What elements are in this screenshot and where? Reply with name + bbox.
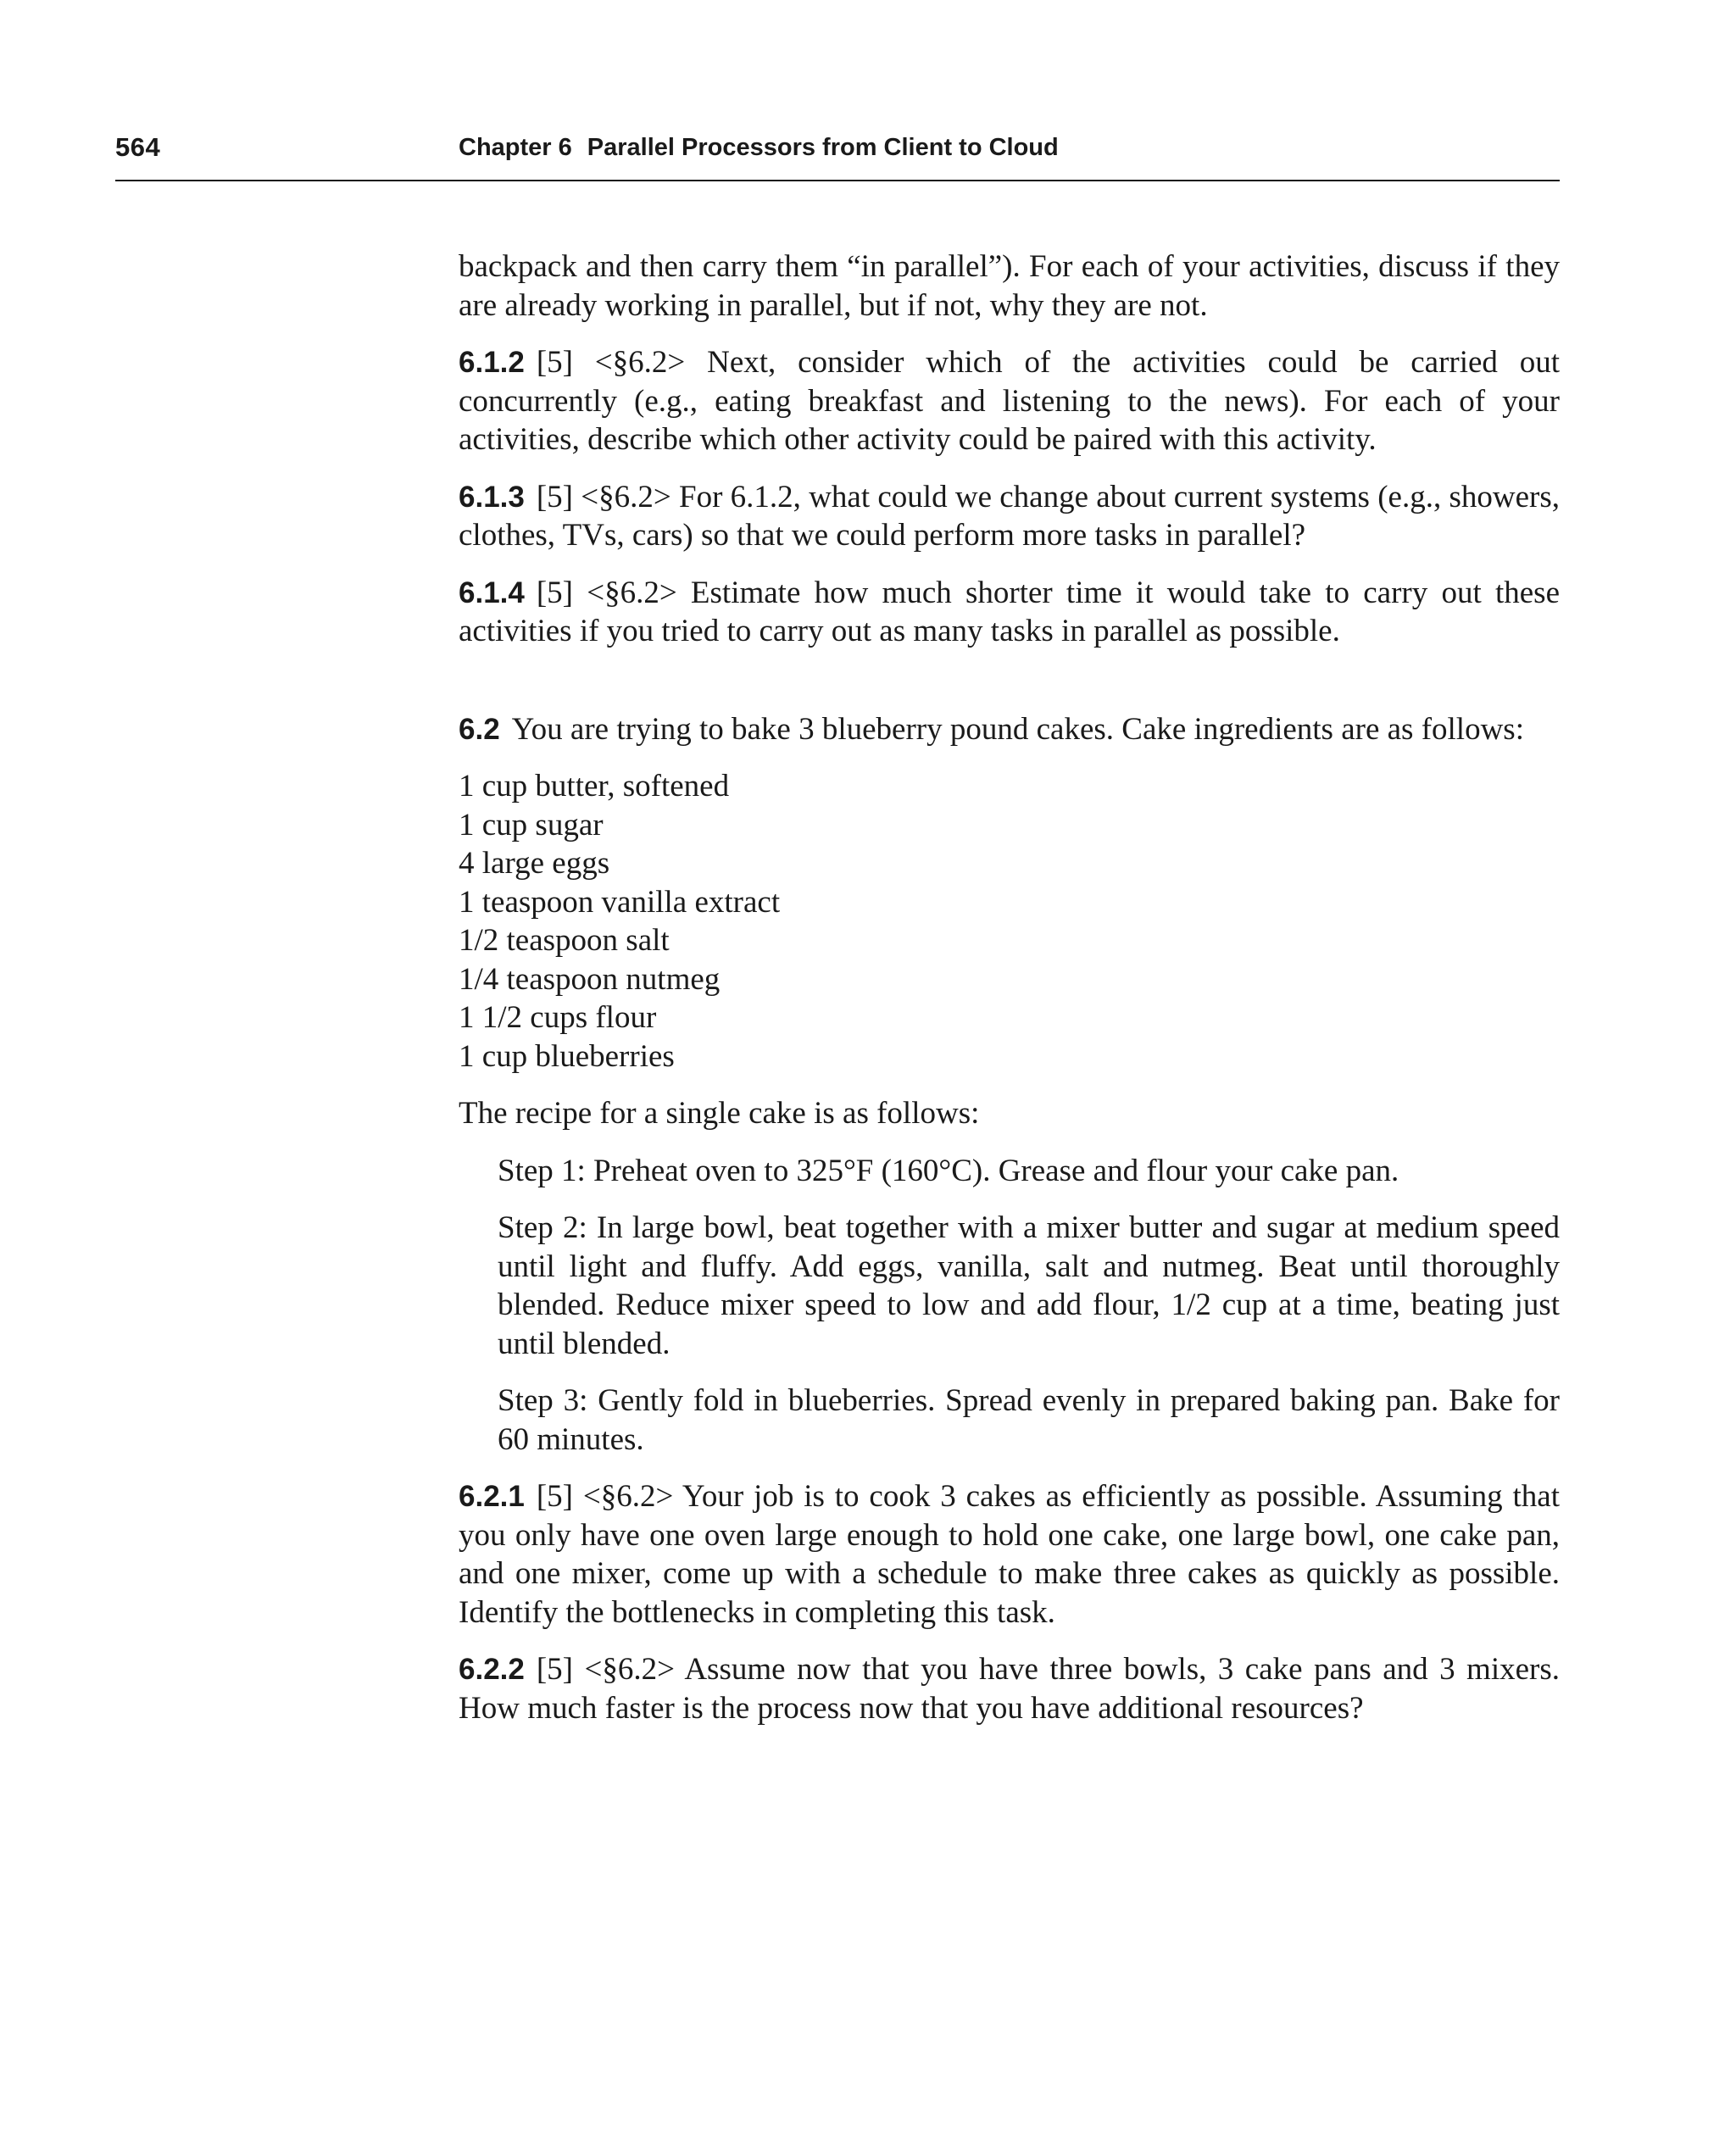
exercise-number: 6.2.1 — [459, 1480, 525, 1513]
exercise-number: 6.2.2 — [459, 1653, 525, 1686]
intro-paragraph: backpack and then carry them “in parallel”). For each of your activities, discuss if they are already working in parallel, but if not, why they are not. — [459, 249, 1560, 323]
list-item: 1/4 teaspoon nutmeg — [459, 961, 721, 997]
exercise-text: [5] <§6.2> Your job is to cook 3 cakes as efficiently as possible. Assuming that you only have one oven large enough to hold one cake, one large bowl, one cake pan, and one mixer, come up with a schedule to make three cakes as quickly as possible. Identify the bottlenecks in completing this task. — [459, 1479, 1560, 1630]
exercise-text: You are trying to bake 3 blueberry pound cakes. Cake ingredients are as follows: — [511, 711, 1524, 747]
recipe-intro: The recipe for a single cake is as follows: — [459, 1096, 980, 1131]
list-item: 1 cup butter, softened — [459, 769, 730, 804]
exercise-6-2-2 — [459, 1650, 1560, 1727]
chapter-title: Parallel Processors from Client to Cloud — [587, 134, 1059, 161]
exercise-6-2 — [459, 710, 1560, 749]
exercise-6-2-1 — [459, 1477, 1560, 1632]
running-head — [459, 134, 1059, 162]
page-body — [459, 247, 1560, 1746]
recipe-step-3: Step 3: Gently fold in blueberries. Spread evenly in prepared baking pan. Bake for 60 minutes. — [498, 1383, 1560, 1457]
exercise-number: 6.1.2 — [459, 346, 525, 379]
page-number: 564 — [115, 132, 161, 162]
exercise-text: [5] <§6.2> Estimate how much shorter time it would take to carry out these activities if you tried to carry out as many tasks in parallel as possible. — [459, 575, 1560, 648]
ingredient-list — [459, 767, 1560, 1076]
list-item: 1 cup blueberries — [459, 1038, 675, 1074]
header-rule — [115, 180, 1560, 181]
recipe-step-2: Step 2: In large bowl, beat together with a mixer butter and sugar at medium speed until light and fluffy. Add eggs, vanilla, salt and nutmeg. Beat until thoroughly blended. Reduce mixer speed to low and add flour, 1/2 cup at a time, beating just until blended. — [498, 1210, 1560, 1361]
exercise-6-1-4 — [459, 574, 1560, 651]
exercise-text: [5] <§6.2> For 6.1.2, what could we change about current systems (e.g., showers, clothes, TVs, cars) so that we could perform more tasks in parallel? — [459, 479, 1560, 553]
exercise-number: 6.1.4 — [459, 576, 525, 609]
list-item: 1/2 teaspoon salt — [459, 923, 670, 958]
exercise-6-1-2 — [459, 343, 1560, 459]
list-item: 4 large eggs — [459, 846, 610, 881]
exercise-text: [5] <§6.2> Next, consider which of the activities could be carried out concurrently (e.g., eating breakfast and listening to the news). For each of your activities, describe which other activity could be paired with this activity. — [459, 345, 1560, 457]
list-item: 1 teaspoon vanilla extract — [459, 884, 781, 920]
exercise-number: 6.2 — [459, 712, 500, 746]
list-item: 1 cup sugar — [459, 807, 604, 842]
list-item: 1 1/2 cups flour — [459, 1000, 657, 1035]
chapter-label: Chapter 6 — [459, 134, 572, 161]
recipe-step-1: Step 1: Preheat oven to 325°F (160°C). Grease and flour your cake pan. — [498, 1153, 1399, 1188]
exercise-text: [5] <§6.2> Assume now that you have three bowls, 3 cake pans and 3 mixers. How much faster is the process now that you have additional resources? — [459, 1652, 1560, 1726]
exercise-6-1-3 — [459, 478, 1560, 555]
exercise-number: 6.1.3 — [459, 480, 525, 514]
